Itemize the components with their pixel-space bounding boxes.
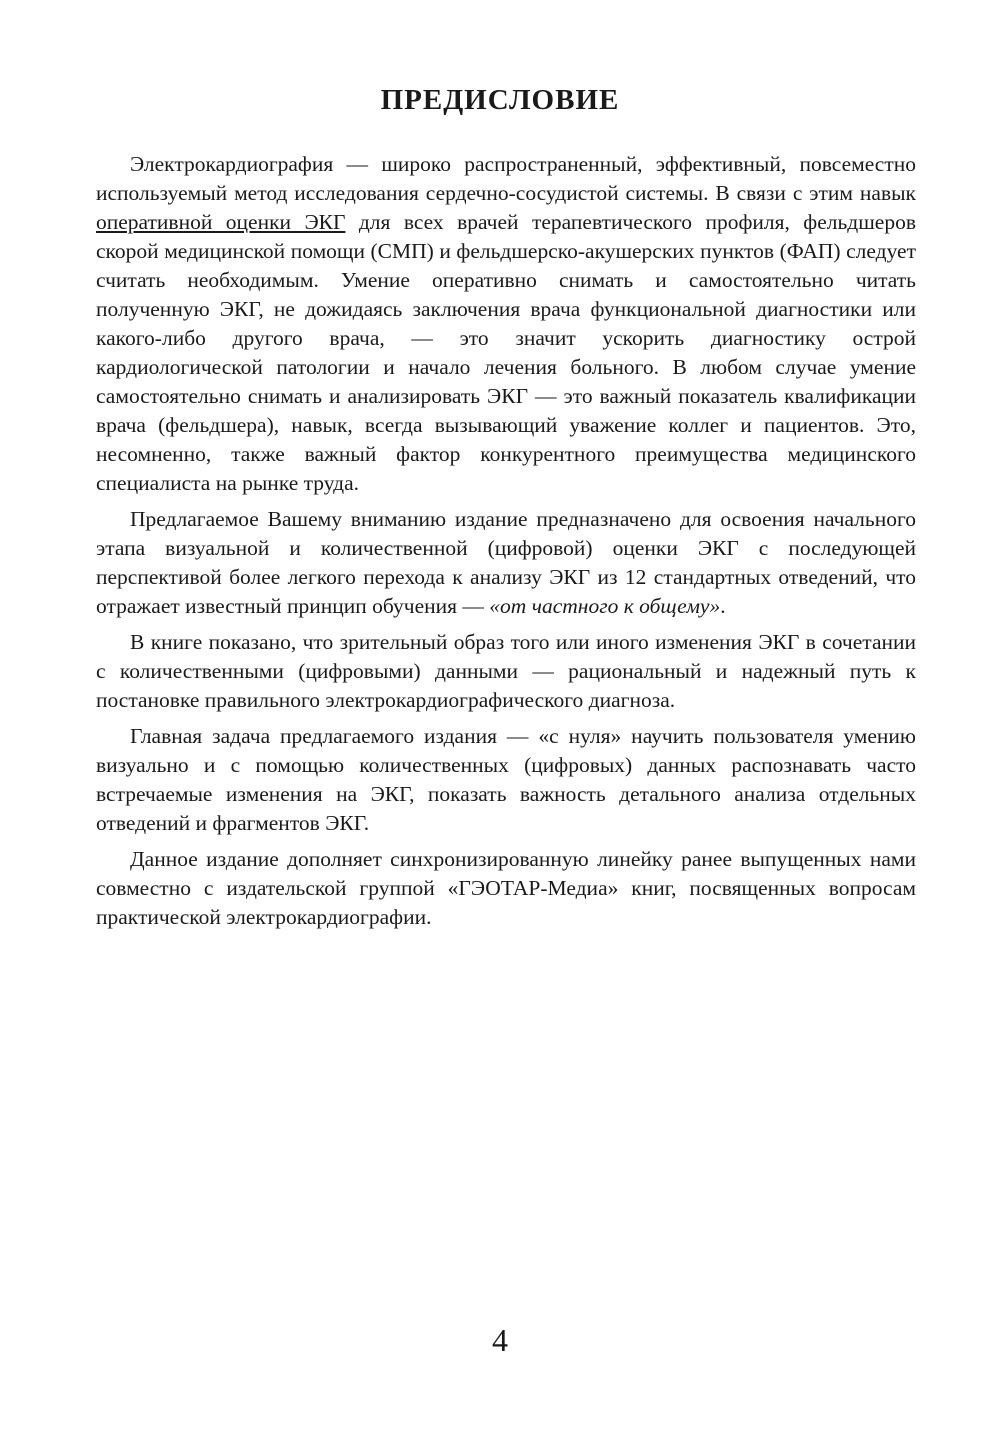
underlined-phrase: оперативной оценки ЭКГ bbox=[96, 210, 346, 234]
paragraph-1 bbox=[96, 150, 916, 498]
italic-phrase: «от частного к общему» bbox=[489, 594, 721, 618]
body-text bbox=[96, 150, 916, 939]
page-number: 4 bbox=[492, 1322, 508, 1358]
paragraph-2 bbox=[96, 505, 916, 621]
page-title: ПРЕДИСЛОВИЕ bbox=[380, 84, 620, 116]
paragraph-2-end: . bbox=[720, 594, 726, 618]
paragraph-1-end: для всех врачей терапевтического профиля, фельдшеров скорой медицинской помощи (СМП) и фельдшерско-акушерских пунктов (ФАП) следует считать необходимым. Умение оперативно снимать и самостоятельно читать полученную ЭКГ, не дожидаясь заключения врача функциональной диагностики или какого-либо другого врача, — это значит ускорить диагностику острой кардиологической патологии и начало лечения больного. В любом случае умение самостоятельно снимать и анализировать ЭКГ — это важный показатель квалификации врача (фельдшера), навык, всегда вызывающий уважение коллег и пациентов. Это, несомненно, также важный фактор конкурентного преимущества медицинского специалиста на рынке труда. bbox=[96, 210, 917, 495]
paragraph-1-start: Электрокардиография — широко распространенный, эффективный, повсеместно используемый метод исследования сердечно-сосудистой системы. В связи с этим навык bbox=[96, 152, 916, 205]
paragraph-3: В книге показано, что зрительный образ того или иного изменения ЭКГ в сочетании с количественными (цифровыми) данными — рациональный и надежный путь к постановке правильного электрокардиографического диагноза. bbox=[96, 630, 916, 712]
paragraph-4: Главная задача предлагаемого издания — «с нуля» научить пользователя умению визуально и с помощью количественных (цифровых) данных распознавать часто встречаемые изменения на ЭКГ, показать важность детального анализа отдельных отведений и фрагментов ЭКГ. bbox=[96, 724, 916, 835]
paragraph-5: Данное издание дополняет синхронизированную линейку ранее выпущенных нами совместно с издательской группой «ГЭОТАР-Медиа» книг, посвященных вопросам практической электрокардиографии. bbox=[96, 847, 916, 929]
paragraph-2-start: Предлагаемое Вашему вниманию издание предназначено для освоения начального этапа визуальной и количественной (цифровой) оценки ЭКГ с последующей перспективой более легкого перехода к анализу ЭКГ из 12 стандартных отведений, что отражает известный принцип обучения — bbox=[96, 507, 916, 618]
